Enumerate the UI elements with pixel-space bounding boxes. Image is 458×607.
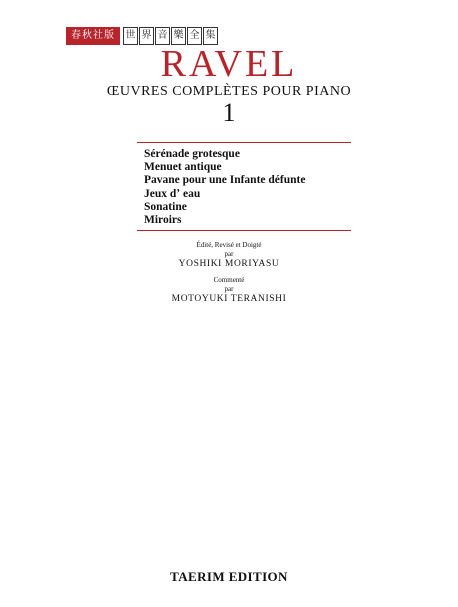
- commented-label: Commenté: [213, 276, 245, 285]
- divider-top: [137, 142, 351, 143]
- divider-bottom: [137, 230, 351, 231]
- par-label: par: [224, 284, 234, 293]
- edited-by-label: Édité, Revisé et Doigté: [196, 241, 262, 249]
- work-item: Sonatine: [144, 200, 187, 213]
- par-label: par: [224, 249, 234, 258]
- series-char: 全: [187, 27, 202, 45]
- volume-number: 1: [222, 98, 236, 127]
- series-char: 集: [203, 27, 218, 45]
- works-list: [144, 148, 305, 227]
- editor-name: YOSHIKI MORIYASU: [178, 259, 280, 270]
- series-char: 樂: [171, 27, 186, 45]
- series-char: 世: [123, 27, 138, 45]
- work-item: Pavane pour une Infante défunte: [144, 174, 306, 187]
- collection-subtitle: ŒUVRES COMPLÈTES POUR PIANO: [106, 84, 352, 99]
- commentator-name: MOTOYUKI TERANISHI: [171, 294, 287, 305]
- work-item: Jeux dʼ eau: [144, 187, 201, 200]
- work-item: Miroirs: [144, 214, 182, 227]
- publisher-label: 春秋社版: [66, 27, 120, 45]
- series-char: 音: [155, 27, 170, 45]
- credits-block: [0, 241, 458, 306]
- work-item: Sérénade grotesque: [144, 148, 240, 160]
- work-item: Menuet antique: [144, 161, 222, 174]
- composer-name: RAVEL: [160, 43, 298, 85]
- edition-label: TAERIM EDITION: [170, 569, 288, 584]
- series-char: 界: [139, 27, 154, 45]
